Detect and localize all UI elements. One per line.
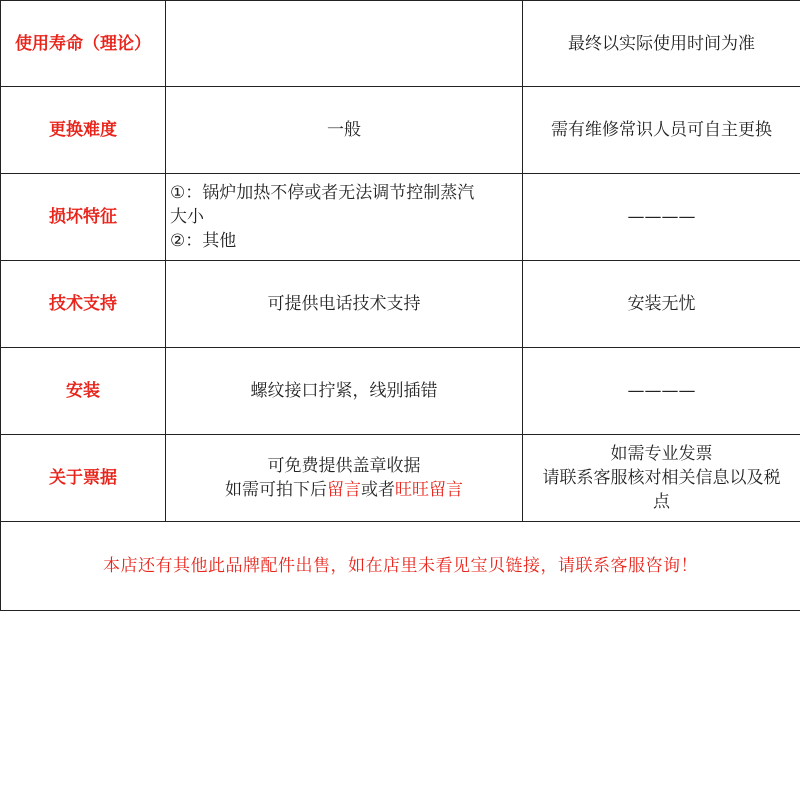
invoice-leave-message: 留言 bbox=[327, 480, 361, 500]
row-label-tech-support: 技术支持 bbox=[1, 261, 166, 348]
invoice-message-or: 或者 bbox=[361, 480, 395, 500]
row-value-lifespan bbox=[166, 1, 523, 87]
table-row-tech-support bbox=[1, 261, 800, 348]
shop-notice: 本店还有其他此品牌配件出售，如在店里未看见宝贝链接，请联系客服咨询！ bbox=[1, 522, 800, 611]
row-label-installation: 安装 bbox=[1, 348, 166, 435]
table-row-damage-symptoms bbox=[1, 174, 800, 261]
table-row-installation bbox=[1, 348, 800, 435]
row-value-tech-support: 可提供电话技术支持 bbox=[166, 261, 523, 348]
row-value-replacement-difficulty: 一般 bbox=[166, 87, 523, 174]
row-remark-damage-symptoms: ———— bbox=[523, 174, 800, 261]
damage-symptom-line-1: ①：锅炉加热不停或者无法调节控制蒸汽 bbox=[170, 183, 475, 203]
invoice-receipt-line: 可免费提供盖章收据 bbox=[267, 456, 421, 476]
table-row-lifespan bbox=[1, 1, 800, 87]
invoice-remark-line-1: 如需专业发票 bbox=[610, 444, 713, 464]
invoice-remark-line-3: 点 bbox=[653, 492, 670, 512]
table-row-notice bbox=[1, 522, 800, 611]
row-label-lifespan: 使用寿命（理论） bbox=[1, 1, 166, 87]
row-value-installation: 螺纹接口拧紧，线别插错 bbox=[166, 348, 523, 435]
invoice-wangwang-message: 旺旺留言 bbox=[395, 480, 463, 500]
row-remark-invoice bbox=[523, 435, 800, 522]
invoice-remark-line-2: 请联系客服核对相关信息以及税 bbox=[542, 468, 781, 488]
row-remark-tech-support: 安装无忧 bbox=[523, 261, 800, 348]
row-remark-lifespan: 最终以实际使用时间为准 bbox=[523, 1, 800, 87]
row-label-replacement-difficulty: 更换难度 bbox=[1, 87, 166, 174]
table-row-replacement-difficulty bbox=[1, 87, 800, 174]
row-label-damage-symptoms: 损坏特征 bbox=[1, 174, 166, 261]
damage-symptom-line-2: 大小 bbox=[170, 207, 204, 227]
row-label-invoice: 关于票据 bbox=[1, 435, 166, 522]
invoice-message-line bbox=[170, 478, 518, 502]
row-value-damage-symptoms bbox=[166, 174, 523, 261]
invoice-message-prefix: 如需可拍下后 bbox=[225, 480, 327, 500]
table-row-invoice bbox=[1, 435, 800, 522]
damage-symptom-line-3: ②：其他 bbox=[170, 231, 237, 251]
row-value-invoice bbox=[166, 435, 523, 522]
row-remark-installation: ———— bbox=[523, 348, 800, 435]
row-remark-replacement-difficulty: 需有维修常识人员可自主更换 bbox=[523, 87, 800, 174]
